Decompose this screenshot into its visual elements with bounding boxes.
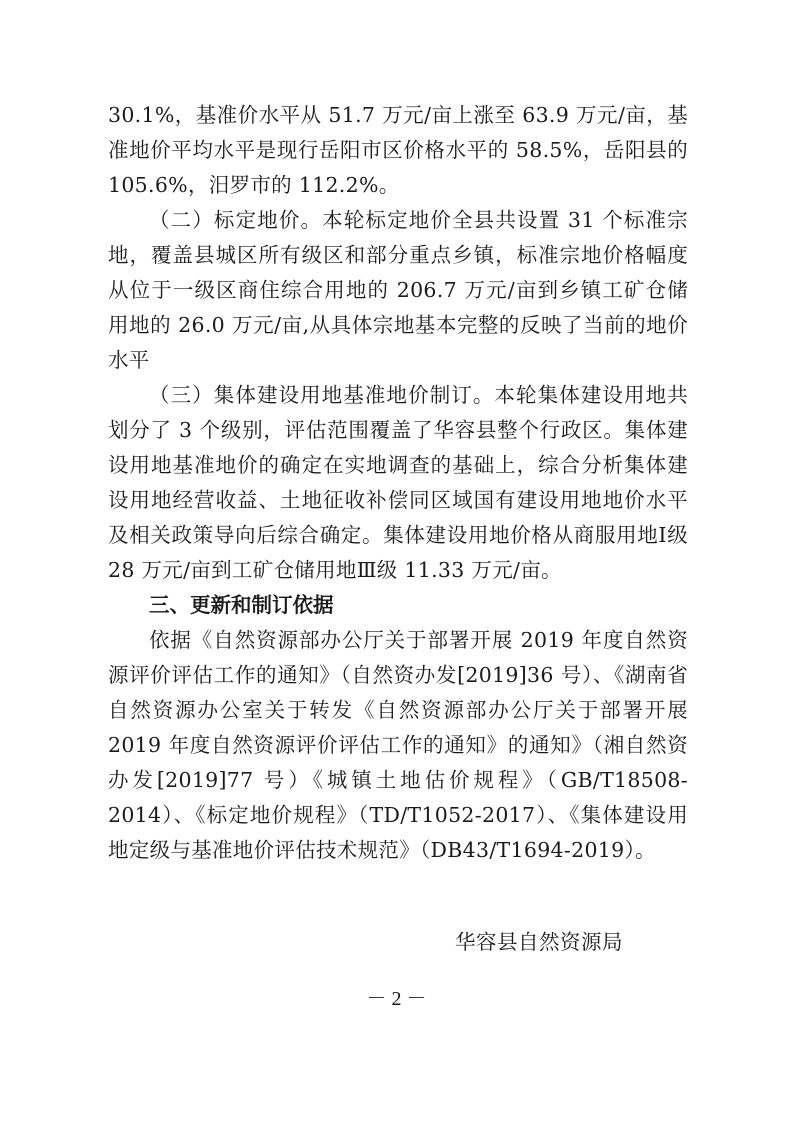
page-number: － 2 － <box>366 988 427 1010</box>
basis-paragraph: 依据《自然资源部办公厅关于部署开展 2019 年度自然资源评价评估工作的通知》（自然资办发[2019]36 号）、《湖南省自然资源办公室关于转发《自然资源部办公厅关于部署开展 2019 年度自然资源评价评估工作的通知》的通知》（湘自然资办发[2019]77 号）《城镇土地估价规程》（GB/T18508-2014）、《标定地价规程》（TD/T1052-2017）、《集体建设用地定级与基准地价评估技术规范》（DB43/T1694-2019）。 <box>108 628 688 862</box>
issuer-signature: 华容县自然资源局 <box>455 930 623 954</box>
section-heading: 三、更新和制订依据 <box>149 593 334 617</box>
land-price-summary-paragraph: 30.1%，基准价水平从 51.7 万元/亩上涨至 63.9 万元/亩，基准地价平均水平是现行岳阳市区价格水平的 58.5%，岳阳县的 105.6%，汨罗市的 112.2%。 <box>108 103 688 197</box>
collective-land-price-paragraph: （三）集体建设用地基准地价制订。本轮集体建设用地共划分了 3 个级别，评估范围覆盖了华容县整个行政区。集体建设用地基准地价的确定在实地调查的基础上，综合分析集体建设用地经营收益、土地征收补偿同区域国有建设用地地价水平及相关政策导向后综合确定。集体建设用地价格从商服用地Ⅰ级 28 万元/亩到工矿仓储用地Ⅲ级 11.33 万元/亩。 <box>108 383 688 582</box>
benchmark-plot-price-paragraph: （二）标定地价。本轮标定地价全县共设置 31 个标准宗地，覆盖县城区所有级区和部分重点乡镇，标准宗地价格幅度从位于一级区商住综合用地的 206.7 万元/亩到乡镇工矿仓储用地的 26.0 万元/亩,从具体宗地基本完整的反映了当前的地价水平 <box>108 208 688 372</box>
document-body <box>108 98 688 868</box>
